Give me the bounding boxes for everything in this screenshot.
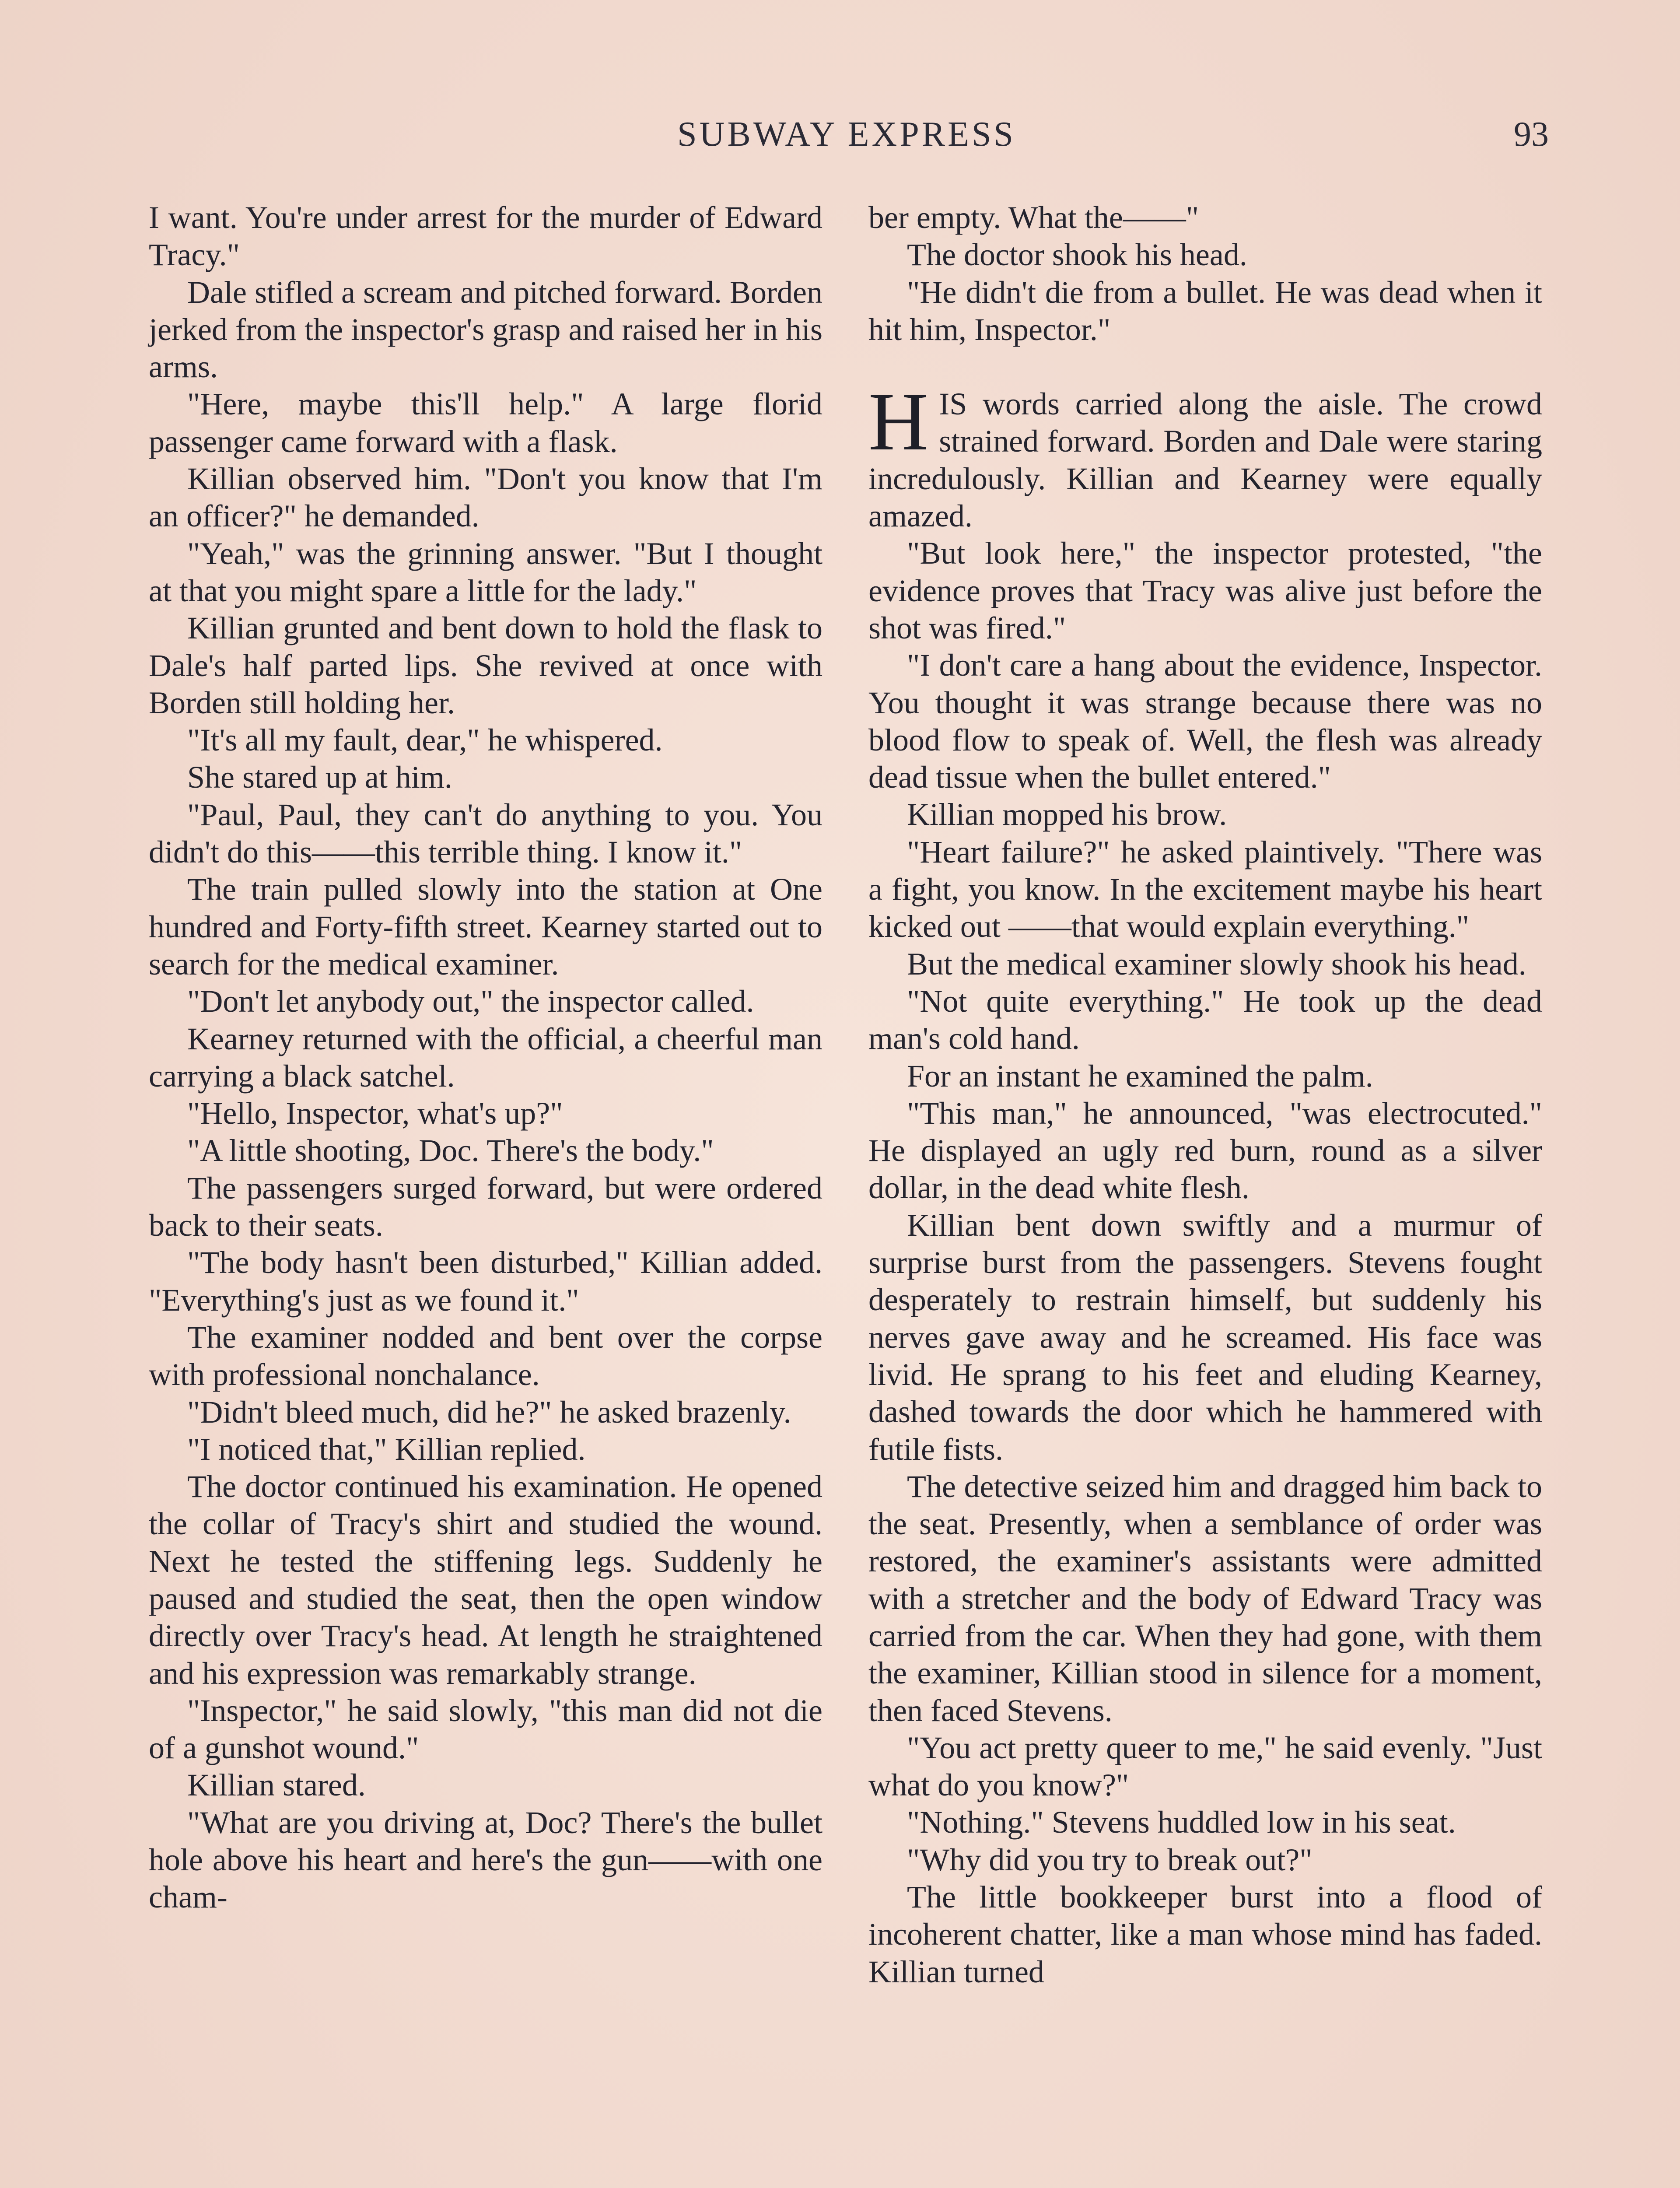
paragraph: "Yeah," was the grinning answer. "But I thought at that you might spare a little for the lady.": [149, 536, 822, 608]
paragraph: "Here, maybe this'll help." A large florid passenger came forward with a flask.: [149, 386, 822, 459]
paragraph: Killian mopped his brow.: [907, 797, 1227, 832]
paragraph: "Why did you try to break out?": [907, 1842, 1312, 1877]
paragraph: The doctor continued his examination. He opened the collar of Tracy's shirt and studied the wound. Next he tested the stiffening legs. Suddenly he paused and studied the seat, then the open window directly over Tracy's head. At length he straightened and his expression was remarkably strange.: [149, 1469, 822, 1691]
paragraph: Killian observed him. "Don't you know that I'm an officer?" he demanded.: [149, 461, 822, 534]
paragraph: The doctor shook his head.: [907, 237, 1247, 273]
page-number: 93: [1514, 115, 1549, 154]
paragraph: She stared up at him.: [187, 760, 452, 795]
page-header: [144, 115, 1549, 163]
paragraph: "Hello, Inspector, what's up?": [187, 1096, 563, 1131]
paragraph: "Don't let anybody out," the inspector called.: [187, 984, 754, 1019]
paragraph: "You act pretty queer to me," he said evenly. "Just what do you know?": [868, 1730, 1542, 1803]
paragraph: But the medical examiner slowly shook his head.: [907, 946, 1526, 982]
paragraph: "I don't care a hang about the evidence, Inspector. You thought it was strange because there was no blood flow to speak of. Well, the flesh was already dead tissue when the bullet entered.": [868, 648, 1542, 795]
paragraph: "But look here," the inspector protested, "the evidence proves that Tracy was alive just before the shot was fired.": [868, 536, 1542, 645]
paragraph: I want. You're under arrest for the murder of Edward Tracy.": [149, 200, 822, 273]
paragraph: Kearney returned with the official, a cheerful man carrying a black satchel.: [149, 1021, 822, 1094]
paragraph: The little bookkeeper burst into a flood of incoherent chatter, like a man whose mind has faded. Killian turned: [868, 1879, 1542, 1989]
paragraph: "Not quite everything." He took up the dead man's cold hand.: [868, 983, 1542, 1056]
paragraph: "I noticed that," Killian replied.: [187, 1431, 586, 1467]
right-column: [868, 199, 1542, 1991]
paragraph: The detective seized him and dragged him back to the seat. Presently, when a semblance of order was restored, the examiner's assistants were admitted with a stretcher and the body of Edward Tracy was carried from the car. When they had gone, with them the examiner, Killian stood in silence for a moment, then faced Stevens.: [868, 1469, 1542, 1728]
paragraph: "He didn't die from a bullet. He was dead when it hit him, Inspector.": [868, 274, 1542, 347]
paragraph: Killian bent down swiftly and a murmur of surprise burst from the passengers. Stevens fought desperately to restrain himself, but suddenly his nerves gave away and he screamed. His face was livid. He sprang to his feet and eluding Kearney, dashed towards the door which he hammered with futile fists.: [868, 1207, 1542, 1467]
paragraph: Killian stared.: [187, 1767, 366, 1803]
paragraph: The passengers surged forward, but were ordered back to their seats.: [149, 1170, 822, 1243]
paragraph: Dale stifled a scream and pitched forward. Borden jerked from the inspector's grasp and raised her in his arms.: [149, 274, 822, 385]
paragraph: "Nothing." Stevens huddled low in his seat.: [907, 1805, 1456, 1840]
paragraph: The examiner nodded and bent over the corpse with professional nonchalance.: [149, 1319, 822, 1392]
paragraph: "The body hasn't been disturbed," Killian added. "Everything's just as we found it.": [149, 1245, 822, 1318]
section-start-paragraph: [868, 376, 1542, 535]
paragraph: "What are you driving at, Doc? There's the bullet hole above his heart and here's the gun——with one cham-: [149, 1805, 822, 1915]
paragraph: "A little shooting, Doc. There's the body.": [187, 1133, 714, 1168]
paragraph: ber empty. What the——": [868, 200, 1199, 235]
running-title: SUBWAY EXPRESS: [677, 115, 1016, 154]
paragraph: "Heart failure?" he asked plaintively. "There was a fight, you know. In the excitement maybe his heart kicked out ——that would explain everything.": [868, 834, 1542, 944]
paragraph: "This man," he announced, "was electrocuted." He displayed an ugly red burn, round as a silver dollar, in the dead white flesh.: [868, 1095, 1542, 1206]
paragraph: "It's all my fault, dear," he whispered.: [187, 722, 663, 758]
paragraph: "Didn't bleed much, did he?" he asked brazenly.: [187, 1394, 791, 1430]
paragraph: Killian grunted and bent down to hold the flask to Dale's half parted lips. She revived at once with Borden still holding her.: [149, 610, 822, 720]
paragraph: For an instant he examined the palm.: [907, 1058, 1373, 1094]
section-first-text: IS words carried along the aisle. The crowd strained forward. Borden and Dale were staring incredulously. Killian and Kearney were equally amazed.: [868, 386, 1542, 534]
left-column: [149, 199, 822, 1916]
drop-cap: H: [868, 376, 929, 468]
paragraph: "Paul, Paul, they can't do anything to you. You didn't do this——this terrible thing. I know it.": [149, 797, 822, 870]
paragraph: The train pulled slowly into the station at One hundred and Forty-fifth street. Kearney started out to search for the medical examiner.: [149, 872, 822, 982]
paragraph: "Inspector," he said slowly, "this man did not die of a gunshot wound.": [149, 1693, 822, 1766]
